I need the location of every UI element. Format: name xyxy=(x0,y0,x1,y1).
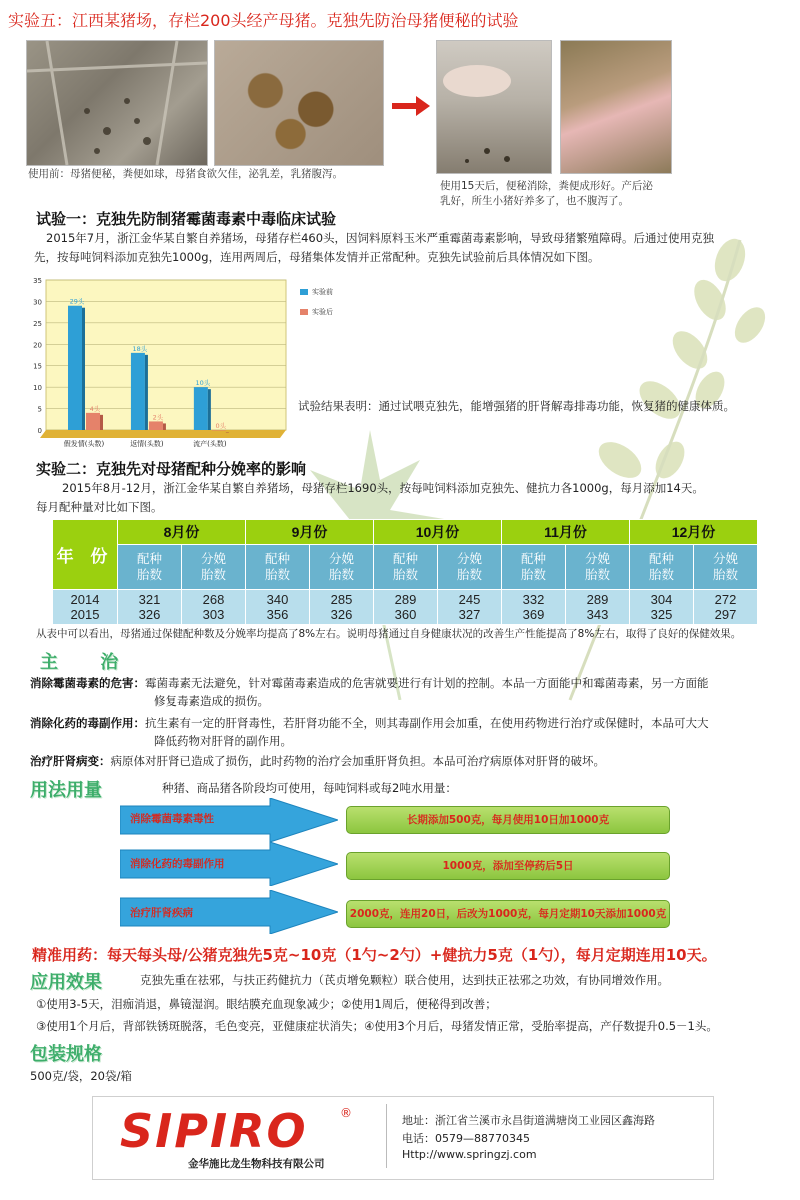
chart-floor xyxy=(40,430,286,438)
chart-legend-label: 实验前 xyxy=(312,288,333,296)
chart-y-ticks xyxy=(33,277,42,435)
usage-label-liver-kidney: 治疗肝肾疾病 xyxy=(130,907,193,919)
indication-text: 病原体对肝肾已造成了损伤，此时药物的治疗会加重肝肾负担。本品可治疗病原体对肝肾的破坏。 xyxy=(110,754,605,768)
indication-title: 消除霉菌毒素的危害： xyxy=(30,676,145,690)
pen-bars-graphic xyxy=(27,41,207,165)
indication-title: 消除化药的毒副作用： xyxy=(30,716,145,730)
table-year-header: 年 份 xyxy=(53,520,118,590)
trial1-paragraph-line-1: 2015年7月，浙江金华某自繁自养猪场，母猪存栏460头，因饲料原料玉米严重霉菌毒素影响，导致母猪繁殖障碍。后通过使用克独 xyxy=(46,231,715,245)
chart-bar-side xyxy=(145,355,148,430)
chart-bar xyxy=(212,430,226,431)
effect-line-1: ①使用3-5天，泪痂消退，鼻镜湿润。眼结膜充血现象减少；②使用1周后，便秘得到改善； xyxy=(36,997,497,1011)
chart-bar-side xyxy=(100,415,103,430)
chart-bar xyxy=(86,413,100,430)
chart-data-label: 10头 xyxy=(195,379,211,388)
table-years: 2014 2015 xyxy=(70,592,100,622)
chart-data-label: 18头 xyxy=(132,344,148,353)
precise-dosing: 精准用药：每天每头母/公猪克独先5克~10克（1勺~2勺）+健抗力5克（1勺），每月定期连用10天。 xyxy=(32,946,717,964)
indication-item-liver-kidney xyxy=(30,752,605,770)
chart-legend-swatch xyxy=(300,289,308,295)
chart-data-label: 29头 xyxy=(69,297,85,306)
table-cell: 289 343 xyxy=(586,592,609,622)
chart-y-tick-label: 35 xyxy=(33,277,42,285)
table-month-header: 11月份 xyxy=(502,520,630,545)
indication-continuation: 修复毒素造成的损伤。 xyxy=(154,694,269,708)
photo-before-feces xyxy=(214,40,384,166)
chart-bar-side xyxy=(226,432,229,433)
usage-label-drug-toxicity: 消除化药的毒副作用 xyxy=(130,858,225,870)
table-col-label: 分娩 胎数 xyxy=(584,552,610,582)
table-cell: 245 327 xyxy=(458,592,481,622)
table-cell: 332 369 xyxy=(522,592,545,622)
chart-x-category-label: 流产(头数) xyxy=(193,440,227,448)
chart-x-category-label: 假发情(头数) xyxy=(63,440,105,448)
chart-bar-side xyxy=(82,308,85,430)
chart-bar xyxy=(194,387,208,430)
table-col-label: 配种 胎数 xyxy=(264,552,290,582)
usage-dose-drug-toxicity: 1000克，添加至停药后5日 xyxy=(346,852,670,880)
chart-data-label: 0头 xyxy=(215,422,227,430)
top-title: 实验五：江西某猪场，存栏200头经产母猪。克独先防治母猪便秘的试验 xyxy=(8,11,519,30)
photo-after-pen xyxy=(436,40,552,174)
chart-legend-label: 实验后 xyxy=(312,308,333,316)
trial1-paragraph-line-2: 先，按每吨饲料添加克独先1000g，连用两周后，母猪集体发情并正常配种。克独先试验前后具体情况如下图。 xyxy=(34,250,600,264)
chart-y-tick-label: 20 xyxy=(33,341,42,350)
packaging-heading: 包装规格 xyxy=(30,1044,102,1065)
chart-bar-side xyxy=(208,389,211,430)
indication-item-drug-toxicity xyxy=(30,714,709,732)
chart-legend xyxy=(300,287,333,316)
effect-heading: 应用效果 xyxy=(30,972,102,993)
table-col-label: 分娩 胎数 xyxy=(200,552,226,582)
sow-graphic xyxy=(437,41,551,173)
packaging-spec: 500克/袋，20袋/箱 xyxy=(30,1069,132,1083)
table-col-label: 分娩 胎数 xyxy=(456,552,482,582)
table-col-label: 分娩 胎数 xyxy=(328,552,354,582)
after-caption-line-2: 乳好，所生小猪好养多了，也不腹泻了。 xyxy=(440,195,629,207)
trial2-paragraph-line-2: 每月配种量对比如下图。 xyxy=(36,500,163,514)
table-cell: 289 360 xyxy=(394,592,417,622)
chart-legend-swatch xyxy=(300,309,308,315)
indication-text: 抗生素有一定的肝肾毒性，若肝肾功能不全，则其毒副作用会加重，在使用药物进行治疗或保健时，本品可大大 xyxy=(145,716,709,730)
indication-continuation: 降低药物对肝肾的副作用。 xyxy=(154,734,292,748)
trial1-bar-chart xyxy=(28,276,348,454)
effect-line-2: ③使用1个月后，背部铁锈斑脱落，毛色变亮，亚健康症状消失；④使用3个月后，母猪发情正常，受胎率提高，产仔数提升0.5－1头。 xyxy=(36,1019,718,1033)
trial2-heading: 实验二：克独先对母猪配种分娩率的影响 xyxy=(36,460,307,478)
table-cell: 272 297 xyxy=(714,592,737,622)
table-col-label: 分娩 胎数 xyxy=(712,552,738,582)
table-month-header: 9月份 xyxy=(246,520,374,545)
table-col-label: 配种 胎数 xyxy=(648,552,674,582)
indication-text: 霉菌毒素无法避免，针对霉菌毒素造成的危害就要进行有计划的控制。本品一方面能中和霉菌毒素，另一方面能 xyxy=(145,676,709,690)
table-col-label: 配种 胎数 xyxy=(520,552,546,582)
chart-bar xyxy=(131,353,145,430)
trial1-conclusion: 试验结果表明：通过试喂克独先，能增强猪的肝肾解毒排毒功能，恢复猪的健康体质。 xyxy=(298,399,735,413)
chart-y-tick-label: 0 xyxy=(37,427,42,435)
company-name: 金华施比龙生物科技有限公司 xyxy=(188,1158,325,1170)
footer-website[interactable]: Http://www.springzj.com xyxy=(402,1148,537,1161)
chart-data-label: 2头 xyxy=(152,413,164,422)
table-col-label: 配种 胎数 xyxy=(392,552,418,582)
footer-divider xyxy=(386,1104,387,1168)
table-col-label: 配种 胎数 xyxy=(136,552,162,582)
table-month-header: 10月份 xyxy=(374,520,502,545)
usage-dose-liver-kidney: 2000克，连用20日，后改为1000克，每月定期10天添加1000克 xyxy=(346,900,670,928)
trial2-note: 从表中可以看出，母猪通过保健配种数及分娩率均提高了8%左右。说明母猪通过自身健康状况的改善生产性能提高了8%左右，取得了良好的保健效果。 xyxy=(36,628,742,640)
table-month-header: 8月份 xyxy=(118,520,246,545)
chart-bar xyxy=(149,421,163,430)
effect-intro: 克独先重在祛邪，与扶正药健抗力（芪贞增免颗粒）联合使用，达到扶正祛邪之功效，有协同增效作用。 xyxy=(140,973,669,987)
table-month-header: 12月份 xyxy=(630,520,758,545)
chart-x-category-label: 返情(头数) xyxy=(130,440,164,448)
chart-x-categories xyxy=(64,439,227,448)
chart-bar xyxy=(68,306,82,430)
before-caption: 使用前：母猪便秘，粪便如球，母猪食欲欠佳，泌乳差，乳猪腹泻。 xyxy=(28,168,343,180)
photo-after-piglets xyxy=(560,40,672,174)
chart-y-tick-label: 10 xyxy=(33,384,42,393)
usage-heading: 用法用量 xyxy=(30,780,102,801)
table-cell: 285 326 xyxy=(330,592,353,622)
chart-y-tick-label: 5 xyxy=(37,405,42,414)
chart-y-tick-label: 15 xyxy=(33,362,42,371)
indication-item-mycotoxin xyxy=(30,674,709,692)
table-cell: 304 325 xyxy=(650,592,673,622)
trial2-paragraph-line-1: 2015年8月-12月，浙江金华某自繁自养猪场，母猪存栏1690头，按每吨饲料添加克独先、健抗力各1000g，每月添加14天。 xyxy=(62,481,704,495)
chart-y-tick-label: 25 xyxy=(33,319,42,328)
indications-heading: 主 治 xyxy=(40,652,137,673)
photo-before-pen xyxy=(26,40,208,166)
breeding-table xyxy=(52,519,758,625)
registered-mark: ® xyxy=(340,1106,352,1120)
table-cell: 268 303 xyxy=(202,592,225,622)
chart-data-label: 4头 xyxy=(89,404,101,413)
indication-title: 治疗肝肾病变： xyxy=(30,754,111,768)
sipiro-logo: SIPIRO xyxy=(120,1104,308,1158)
table-cell: 340 356 xyxy=(266,592,289,622)
after-caption-line-1: 使用15天后，便秘消除，粪便成形好。产后泌 xyxy=(440,180,653,192)
usage-intro: 种猪、商品猪各阶段均可使用，每吨饲料或每2吨水用量： xyxy=(162,781,457,795)
chart-y-tick-label: 30 xyxy=(33,298,42,307)
chart-bar-side xyxy=(163,423,166,430)
footer-phone: 电话：0579—88770345 xyxy=(402,1132,530,1145)
trial1-heading: 试验一：克独先防制猪霉菌毒素中毒临床试验 xyxy=(36,210,337,228)
usage-label-mycotoxin: 消除霉菌毒素毒性 xyxy=(130,813,214,825)
usage-dose-mycotoxin: 长期添加500克，每月使用10日加1000克 xyxy=(346,806,670,834)
footer-address: 地址：浙江省兰溪市永昌街道满塘岗工业园区鑫海路 xyxy=(402,1114,655,1127)
table-cell: 321 326 xyxy=(138,592,161,622)
right-arrow-icon xyxy=(392,96,430,116)
